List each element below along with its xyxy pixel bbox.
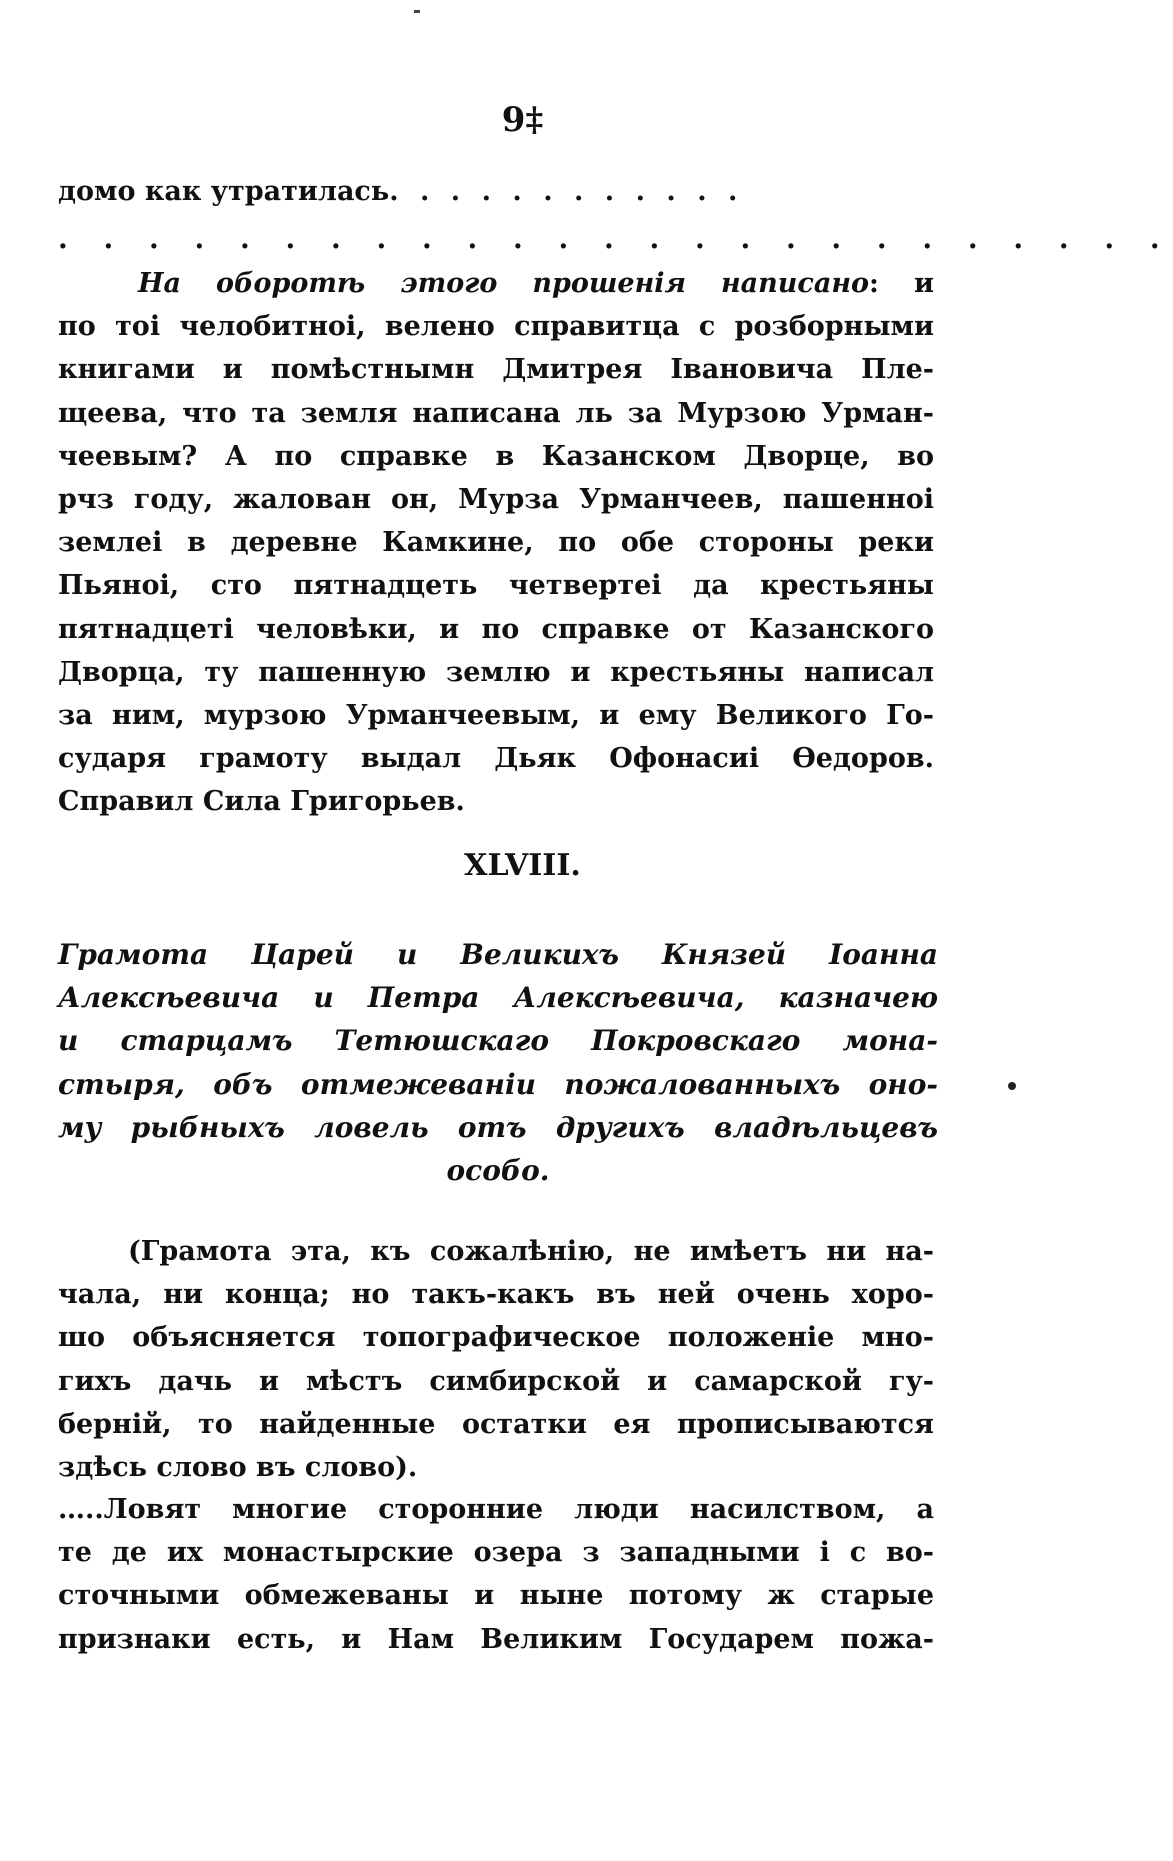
document-line: признаки есть, и Нам Великим Государем пожа- [58,1623,934,1655]
ellipsis-line: . . . . . . . . . . . . . . . . . . . . . . . . . [58,222,1173,255]
page-number: 9‡ [501,100,544,140]
annotation-line: сударя грамоту выдал Дьяк Офонасиі Өедоров. [58,743,934,775]
section-title-line: и старцамъ Тетюшскаго Покровскаго мона- [58,1024,938,1058]
annotation-label: На оборотѣ этого прошенія написано [138,268,870,299]
annotation-first-word: и [913,268,934,299]
section-title-line: му рыбныхъ ловель отъ другихъ владѣльцевъ [58,1110,938,1144]
section-title [58,933,938,1192]
top-line [58,170,934,213]
document-line: …..Ловят многие сторонние люди насилством, а [58,1494,934,1525]
section-title-line: особо. [446,1153,550,1187]
annotation-line: рчз году, жалован он, Мурза Урманчеев, пашенноі [58,483,934,515]
note-line: (Грамота эта, къ сожалѣнію, не имѣетъ ни на- [128,1236,934,1267]
section-title-line: стыря, объ отмежеваніи пожалованныхъ оно- [58,1067,938,1101]
top-line-dots: . . . . . . . . . . . . [389,176,744,207]
annotation-line: пятнадцеті человѣки, и по справке от Казанского [58,613,934,645]
margin-dot [1008,1082,1016,1090]
section-title-line: Грамота Царей и Великихъ Князей Іоанна [58,938,938,971]
annotation-line: по тоі челобитноі, велено справитца с розборными [58,311,934,343]
section-number: XLVIII. [464,848,581,883]
annotation-line: землеі в деревне Камкине, по обе стороны реки [58,527,934,559]
document-line: те де их монастырские озера з западными і с во- [58,1537,934,1569]
annotation-line: за ним, мурзою Урманчеевым, и ему Великого Го- [58,699,934,731]
note-line: чала, ни конца; но такъ-какъ въ ней очень хоро- [58,1279,934,1311]
top-line-text: домо как утратилась [58,176,390,207]
scan-mark [414,10,420,13]
annotation-line: Дворца, ту пашенную землю и крестьяны написал [58,656,934,688]
annotation-paragraph [58,262,934,823]
note-line: шо объясняется топографическое положеніе мно- [58,1322,934,1354]
annotation-first-line: На оборотѣ этого прошенія написано: и [138,268,934,299]
section-title-line: Алексѣевича и Петра Алексѣевича, казначею [58,981,938,1015]
document-text [58,1488,934,1661]
note-line: здѣсь слово въ слово). [58,1451,418,1483]
document-line: сточными обмежеваны и ныне потому ж старые [58,1580,934,1612]
note-line: берній, то найденные остатки ея прописываются [58,1408,934,1440]
annotation-line: щеева, что та земля написана ль за Мурзою Урман- [58,397,934,429]
annotation-line: чеевым? А по справке в Казанском Дворце, во [58,440,934,472]
annotation-line: Справил Сила Григорьев. [58,786,465,818]
editorial-note [58,1230,934,1489]
note-line: гихъ дачь и мѣстъ симбирской и самарской гу- [58,1365,934,1397]
annotation-line: книгами и помѣстнымн Дмитрея Івановича Пле- [58,354,934,386]
annotation-line: Пьяноі, сто пятнадцеть четвертеі да крестьяны [58,570,934,602]
